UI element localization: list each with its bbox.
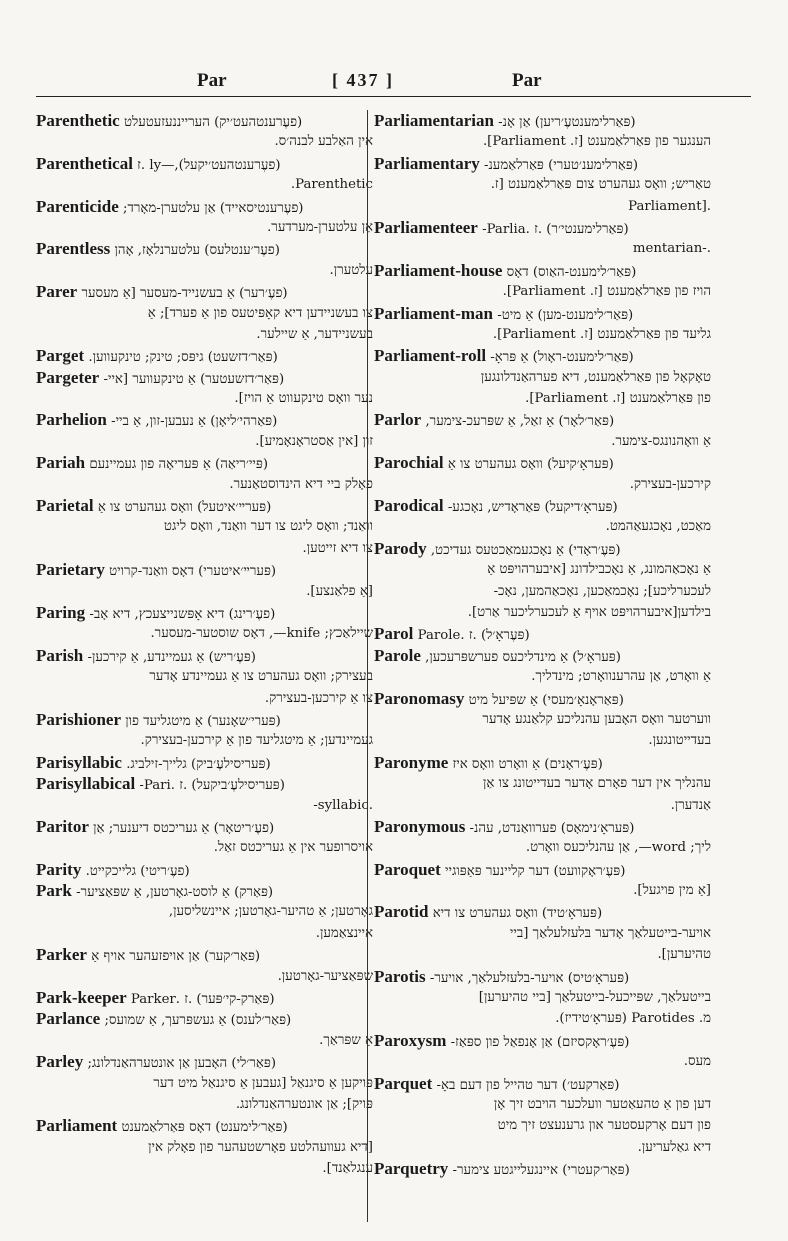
headword: Paroxysm — [374, 1030, 447, 1050]
entry-first-line — [374, 752, 711, 773]
definition-continuation — [36, 1030, 373, 1051]
definition-continuation — [374, 666, 711, 687]
continuation-text: שיילאַכץ; knife—, דאָס שוסטער-מעסער. — [150, 626, 373, 642]
headword: Parliamentarian — [374, 111, 494, 130]
continuation-text: בעדייטונגען. — [648, 733, 711, 749]
headword: Pargeter — [36, 367, 100, 387]
dictionary-entry — [36, 1115, 373, 1179]
definition-text: (פּאַרלימענטעֶ׳ריען) אַן אָנ- — [498, 115, 636, 130]
definition-continuation — [374, 837, 711, 858]
definition-continuation — [36, 388, 373, 409]
definition-text: (פּאַר׳קער) אַן אויפזעהער אויף אַ — [91, 949, 261, 965]
continuation-text: פון דעם אָרקעסטער און גרענעצט זיך מיט — [497, 1118, 711, 1134]
entry-first-line — [36, 153, 373, 174]
dictionary-entry — [36, 1051, 373, 1115]
headword: Parenthetical — [36, 153, 133, 173]
definition-continuation — [36, 324, 373, 345]
definition-text: (פעֶ׳ריטאָר) אַ געריכטס דיענער; אַן — [93, 820, 275, 836]
entry-first-line — [36, 1115, 373, 1136]
definition-continuation — [36, 923, 373, 944]
headword: Parget — [36, 346, 85, 366]
continuation-text: אַנדערן. — [670, 797, 711, 813]
definition-continuation — [36, 1073, 373, 1094]
headword: Parquetry — [374, 1159, 449, 1179]
definition-continuation — [36, 795, 373, 816]
headword: Parole — [374, 645, 421, 665]
definition-continuation — [374, 131, 711, 152]
page-number: [ 437 ] — [332, 70, 394, 90]
definition-continuation — [36, 260, 373, 281]
dictionary-entry — [374, 345, 711, 409]
definition-continuation — [36, 217, 373, 238]
dictionary-entry — [36, 409, 373, 452]
dictionary-entry — [374, 752, 711, 816]
continuation-text: [אַ פלאַנצע]. — [306, 583, 373, 599]
headword: Park — [36, 881, 72, 901]
definition-text: (פּעראָ׳טיד) וואָס געהערט צו דיא — [432, 906, 603, 922]
entry-first-line — [36, 773, 373, 794]
definition-continuation — [374, 174, 711, 195]
entry-first-line — [374, 303, 711, 324]
entry-first-line — [374, 409, 711, 430]
continuation-text: צו דיא זייטען. — [302, 540, 373, 556]
headword: Parliamentary — [374, 153, 480, 173]
definition-continuation — [374, 474, 711, 495]
definition-continuation — [374, 987, 711, 1008]
definition-continuation — [36, 837, 373, 858]
headword: Parliament-roll — [374, 346, 487, 366]
headword: Parish — [36, 645, 84, 665]
left-column — [36, 110, 373, 1225]
dictionary-entry — [374, 409, 711, 452]
headword: Parentless — [36, 239, 111, 259]
headword: Parer — [36, 282, 78, 302]
definition-continuation — [374, 602, 711, 623]
definition-continuation — [374, 944, 711, 965]
definition-text: (פּעֶ׳ראָנים) אַ וואָרט וואָס איז — [452, 756, 603, 772]
headword: Parenticide — [36, 196, 119, 216]
entry-first-line — [36, 645, 373, 666]
definition-continuation — [36, 1158, 373, 1179]
dictionary-entry — [36, 645, 373, 709]
headword: Paritor — [36, 816, 89, 836]
entry-first-line — [374, 1158, 711, 1179]
continuation-text: עלטערן. — [329, 262, 373, 278]
continuation-text: אַ וואָהנונגס-צימער. — [611, 433, 711, 449]
definition-text: (פּיי׳ריאַה) אַ פּעריאָה פון געמיינעם — [89, 457, 269, 473]
continuation-text: טאָקאָל פון פּאַרלאַמענט, דיא פערהאַנדלונגען — [480, 369, 711, 385]
definition-continuation — [374, 1008, 711, 1029]
right-guide-word: Par — [512, 70, 542, 91]
headword: Parol — [374, 624, 414, 644]
definition-text: (פּעראָ׳נימאָס) פערוואַנדט, עהנ- — [469, 820, 635, 836]
definition-continuation — [374, 196, 711, 217]
dictionary-entry — [36, 345, 373, 366]
dictionary-entry — [374, 645, 711, 688]
dictionary-entry — [36, 944, 373, 987]
definition-text: (פּאַרק-קי׳פּער) .ז .Parker — [130, 992, 275, 1008]
headword: Paring — [36, 602, 86, 622]
headword: Parhelion — [36, 410, 107, 430]
continuation-text: וואַנד; וואָס ליגט צו דער וואַנד, וואָס ליגט — [163, 519, 373, 535]
definition-continuation — [374, 1115, 711, 1136]
entry-first-line — [36, 559, 373, 580]
definition-continuation — [374, 709, 711, 730]
definition-continuation — [374, 730, 711, 751]
definition-continuation — [374, 238, 711, 259]
entry-first-line — [36, 452, 373, 473]
definition-text: (פּעֶ׳ראָקסיזם) אַן אָנפאַל פון ספּאַז- — [450, 1034, 630, 1050]
dictionary-entry — [374, 260, 711, 303]
definition-continuation — [374, 1137, 711, 1158]
entry-first-line — [374, 966, 711, 987]
dictionary-entry — [36, 859, 373, 880]
headword: Park-keeper — [36, 988, 127, 1008]
continuation-text: אַ נאָכאַהמונג, אַ נאָכבילדונג [איבערהויפּט אַ — [487, 562, 711, 578]
headword: Parietal — [36, 496, 94, 516]
definition-continuation — [374, 773, 711, 794]
dictionary-entry — [374, 110, 711, 153]
dictionary-entry — [374, 688, 711, 752]
definition-continuation — [36, 303, 373, 324]
continuation-text: בילדען[איבערהויפּט אויף אַ לעכערליכער אַרט]. — [467, 604, 711, 620]
headword: Parlance — [36, 1009, 101, 1029]
definition-text: (פּאַרקעט׳) דער טהייל פון דעם באָ- — [436, 1077, 620, 1093]
entry-first-line — [374, 260, 711, 281]
dictionary-entry — [36, 880, 373, 944]
definition-continuation — [36, 901, 373, 922]
dictionary-entry — [374, 1030, 711, 1073]
dictionary-entry — [374, 1073, 711, 1159]
dictionary-entry — [36, 238, 373, 281]
headword: Parenthetic — [36, 111, 120, 130]
headword: Paronyme — [374, 752, 449, 772]
entry-first-line — [374, 110, 711, 131]
dictionary-entry — [374, 217, 711, 260]
continuation-text: ליך; word—, אַן עהנליכעס וואָרט. — [525, 840, 711, 856]
entry-first-line — [374, 816, 711, 837]
definition-text: (פּעראָ׳ל) אַ מינדליכעס פערשפּרעכען, — [425, 649, 621, 665]
continuation-text: פּויק]; אַן אונטערהאַנדלונג. — [235, 1096, 373, 1112]
definition-continuation — [36, 516, 373, 537]
headword: Parliament — [36, 1116, 118, 1136]
continuation-text: אין האַלבע לבנה׳ס. — [274, 134, 373, 150]
entry-first-line — [36, 110, 373, 131]
entry-first-line — [36, 196, 373, 217]
definition-continuation — [36, 1137, 373, 1158]
headword: Parlor — [374, 410, 422, 430]
entry-first-line — [374, 688, 711, 709]
definition-continuation — [374, 581, 711, 602]
definition-text: (פּאַר׳לי) האָבען אַן אונטערהאַנדלונג; — [87, 1056, 277, 1072]
definition-text: (פּערײ׳איטעל) וואָס געהערט צו אַ — [97, 500, 272, 516]
continuation-text: הענגער פון פּאַרלאַמענט [ז. Parliament]. — [482, 134, 711, 150]
entry-first-line — [374, 495, 711, 516]
right-column — [374, 110, 711, 1225]
headword: Parity — [36, 859, 82, 879]
dictionary-entry — [36, 196, 373, 239]
definition-text: (פּעֶ׳ריש) אַ געמיינדע, אַ קירכען- — [87, 649, 256, 665]
dictionary-entry — [36, 709, 373, 752]
headword: Pariah — [36, 453, 86, 473]
continuation-text: נער וואָס טינקעווט אַ הויז]. — [234, 391, 373, 407]
definition-continuation — [36, 174, 373, 195]
definition-continuation — [374, 431, 711, 452]
entry-first-line — [374, 901, 711, 922]
dictionary-entry — [36, 367, 373, 410]
headword: Parody — [374, 538, 427, 558]
headword: Parodical — [374, 496, 444, 516]
definition-text: (פּערײ׳איטערי) דאָס וואַנד-קרויט — [109, 564, 277, 580]
continuation-text: קירכען-בעצירק. — [629, 476, 711, 492]
continuation-text: זון [אין אַסטראָנאָמיע]. — [255, 433, 373, 449]
definition-continuation — [36, 666, 373, 687]
definition-text: (פעֶרענטיסאייד) אַן עלטערן-מאָרד; — [123, 200, 304, 216]
headword: Parishioner — [36, 709, 121, 729]
entry-first-line — [374, 217, 711, 238]
definition-continuation — [374, 516, 711, 537]
entry-first-line — [374, 153, 711, 174]
dictionary-entry — [36, 110, 373, 153]
continuation-text: -syllabic. — [313, 797, 373, 813]
definition-text: (פּאַרלימענטי׳ר) .ז .Parlia- — [482, 221, 629, 237]
continuation-text: מאַכט, נאָכגעאַהמט. — [605, 519, 711, 535]
dictionary-entry — [36, 153, 373, 196]
continuation-text: אַ שפּראַך. — [319, 1032, 373, 1048]
left-guide-word: Par — [197, 70, 227, 91]
entry-first-line — [36, 987, 373, 1008]
definition-text: (פּאַראָנאָ׳מעסי) אַ שפּיעל מיט — [468, 692, 624, 708]
continuation-text: אויסרופער אין אַ געריכטס זאַל. — [213, 840, 373, 856]
continuation-text: בעצירק; וואָס געהערט צו אַ געמיינדע אָדער — [149, 669, 373, 685]
entry-first-line — [36, 816, 373, 837]
headword: Parisyllabical — [36, 774, 136, 794]
definition-continuation — [374, 795, 711, 816]
continuation-text: פון פּאַרלאַמענט [ז. Parliament]. — [525, 391, 711, 407]
entry-first-line — [36, 345, 373, 366]
entry-first-line — [374, 538, 711, 559]
dictionary-entry — [36, 987, 373, 1008]
definition-text: (פּאַר׳לימענט-האַוס) דאָס — [506, 264, 637, 280]
dictionary-entry — [374, 966, 711, 1030]
definition-continuation — [36, 538, 373, 559]
header-rule — [36, 96, 751, 97]
definition-text: (פעֶ׳ריטי) גלייכקייט. — [85, 863, 190, 879]
definition-text: (פּאַר׳לימענט) דאָס פּאַרלאַמענט — [121, 1120, 288, 1136]
definition-continuation — [374, 324, 711, 345]
continuation-text: דען פון אַ טהעאַטער וועלכער הויבט זיך אָן — [493, 1096, 711, 1112]
definition-continuation — [36, 688, 373, 709]
continuation-text: mentarian-. — [632, 241, 711, 257]
dictionary-entry — [36, 816, 373, 859]
definition-text: (פּעריסילעֶ׳ביק) גלייך-זילביג. — [126, 756, 271, 772]
definition-text: (פּעריסילעֶ׳ביקעל) .ז .Pari- — [139, 778, 285, 794]
dictionary-entry — [36, 602, 373, 645]
definition-text: (פעֶרענטהעט׳יקעל),—ly .ז — [137, 157, 281, 173]
continuation-text: שפּאַציער-גאָרטען. — [277, 968, 373, 984]
definition-text: (פעֶ׳רער) אַ בעשנייד-מעסער [אַ מעסער — [81, 286, 288, 302]
dictionary-entry — [36, 452, 373, 495]
dictionary-entry — [374, 859, 711, 902]
entry-first-line — [36, 495, 373, 516]
headword: Parker — [36, 945, 87, 965]
headword: Parotid — [374, 902, 429, 922]
entry-first-line — [36, 752, 373, 773]
definition-continuation — [36, 623, 373, 644]
definition-text: (פּאַרק) אַ לוסט-גאָרטען, אַ שפּאַציער- — [76, 885, 274, 901]
definition-continuation — [374, 388, 711, 409]
headword: Parisyllabic — [36, 752, 122, 772]
headword: Parochial — [374, 453, 444, 473]
definition-continuation — [36, 131, 373, 152]
definition-continuation — [36, 474, 373, 495]
dictionary-entry — [36, 773, 373, 816]
dictionary-entry — [374, 303, 711, 346]
definition-text: (פּאַר׳דזשעטער) אַ טינקעווער [איי- — [103, 371, 285, 387]
headword: Parliamenteer — [374, 217, 478, 237]
headword: Parliament-man — [374, 303, 493, 323]
dictionary-entry — [374, 495, 711, 538]
continuation-text: צו בעשניידען דיא קאָפּיטעס פון אַ פערד]; אַ — [147, 305, 373, 321]
dictionary-entry — [374, 1158, 711, 1179]
dictionary-entry — [374, 153, 711, 217]
definition-text: (פּעֶ׳ראָדי) אַ נאָכגעמאַכטעס געדיכט, — [430, 542, 621, 558]
headword: Parley — [36, 1052, 84, 1072]
definition-text: (פּעראָ׳דיקעל) פּאַראָדיש, נאָכגע- — [447, 500, 618, 516]
headword: Paroquet — [374, 859, 441, 879]
entry-first-line — [374, 345, 711, 366]
dictionary-entry — [374, 623, 711, 644]
headword: Parotis — [374, 966, 426, 986]
continuation-text: מ. Parotides (פּעראָ׳טידיז). — [555, 1011, 711, 1027]
entry-first-line — [36, 859, 373, 880]
continuation-text: ענגלאַנד]. — [322, 1161, 373, 1177]
dictionary-entry — [36, 559, 373, 602]
continuation-text: [אַ מין פויגעל]. — [633, 883, 711, 899]
definition-text: (פּעֶראָ׳ל) .ז .Parole — [417, 628, 530, 644]
entry-first-line — [36, 238, 373, 259]
continuation-text: עהנליך אין דער פאָרם אָדער בעדייטונג צו אַן — [482, 776, 711, 792]
definition-text: (פּעֶ׳ראָקוועט) דער קליינער פּאַפּוגיי — [444, 863, 626, 879]
definition-text: (פּאַר׳לימענט-ראָול) אַ פּראָ- — [490, 350, 634, 366]
entry-first-line — [36, 1051, 373, 1072]
dictionary-entry — [36, 1008, 373, 1051]
continuation-text: פאָלק ביי דיא הינדוסטאַנער. — [229, 476, 373, 492]
entry-first-line — [36, 1008, 373, 1029]
definition-continuation — [374, 923, 711, 944]
entry-first-line — [36, 880, 373, 901]
entry-first-line — [36, 367, 373, 388]
definition-text: (פּעראָ׳טיס) אויער-בלעזלעלאַך, אויער- — [429, 970, 630, 986]
definition-continuation — [374, 559, 711, 580]
dictionary-entry — [374, 452, 711, 495]
headword: Parquet — [374, 1073, 433, 1093]
entry-first-line — [374, 623, 711, 644]
definition-text: (פּאַר׳לענס) אַ געשפּרעך, אַ שמועס; — [104, 1013, 292, 1029]
continuation-text: Parliament]. — [628, 198, 711, 214]
definition-continuation — [374, 880, 711, 901]
definition-text: (פעֶרענטהעט׳יק) הערייננעזעטעלט — [123, 115, 303, 130]
continuation-text: צו אַ קירכען-בעצירק. — [264, 690, 373, 706]
continuation-text: ווערטער וואָס האָבען עהנליכע קלאַנגע אָדער — [482, 711, 711, 727]
continuation-text: אַן עלטערן-מערדער. — [267, 219, 373, 235]
continuation-text: געמיינדען; אַ מיטגליעד פון אַ קירכען-בעצירק. — [140, 733, 373, 749]
dictionary-entry — [374, 816, 711, 859]
continuation-text: בייטעלאַך, שפּייכעל-בייטעלאַך [ביי טהיערען] — [478, 990, 711, 1006]
definition-text: (פּערי׳שאָנער) אַ מיטגליעד פון — [125, 713, 281, 729]
definition-text: (פּאַרלימענ׳טערי) פּאַרלאַמענ- — [483, 157, 639, 173]
definition-text: (פעֶר׳ענטלעס) עלטערנלאָז, אָהן — [114, 243, 280, 259]
dictionary-entry — [36, 495, 373, 559]
entry-first-line — [36, 281, 373, 302]
definition-text: (פּאַרהי׳ליאָן) אַ נעבען-זון, אַ ביי- — [111, 414, 278, 430]
headword: Parietary — [36, 560, 105, 580]
entry-first-line — [374, 645, 711, 666]
definition-continuation — [36, 1094, 373, 1115]
definition-text: (פּעראָ׳קיעל) וואָס געהערט צו אַ — [447, 457, 614, 473]
headword: Parliament-house — [374, 260, 503, 280]
definition-continuation — [374, 1094, 711, 1115]
definition-continuation — [36, 730, 373, 751]
definition-continuation — [374, 281, 711, 302]
entry-first-line — [36, 944, 373, 965]
entry-first-line — [374, 1073, 711, 1094]
headword: Paronomasy — [374, 688, 465, 708]
entry-first-line — [36, 409, 373, 430]
entry-first-line — [36, 602, 373, 623]
dictionary-entry — [374, 901, 711, 965]
continuation-text: .Parenthetic — [290, 177, 373, 193]
continuation-text: מעס. — [683, 1054, 711, 1070]
continuation-text: בעשניידער, אַ שיילער. — [256, 326, 373, 342]
entry-first-line — [374, 1030, 711, 1051]
continuation-text: טהיערען]. — [657, 947, 711, 963]
continuation-text: גליעד פון פּאַרלאַמענט [ז. Parliament]. — [492, 326, 711, 342]
definition-continuation — [36, 431, 373, 452]
continuation-text: לעכערליכע]; נאָכמאַכען, נאָכאַהמען, נאָכ- — [493, 583, 711, 599]
continuation-text: הויז פון פּאַרלאַמענט [ז. Parliament]. — [502, 284, 711, 300]
definition-continuation — [374, 367, 711, 388]
dictionary-entry — [36, 281, 373, 345]
continuation-text: גאָרטען; אַ טהיער-גאָרטען; איינשליסען, — [168, 904, 373, 920]
headword: Paronymous — [374, 816, 466, 836]
definition-text: (פעֶ׳רינג) דיא אָפּשנייצעכץ, דיא אָב- — [89, 606, 276, 622]
definition-continuation — [374, 1051, 711, 1072]
continuation-text: אַ וואָרט, אַן עהרענוואָרט; מינדליך. — [531, 669, 711, 685]
definition-text: (פּאַר׳לימענט-מען) אַ מיט- — [497, 307, 634, 323]
continuation-text: אויער-בייטעלאַך אָדער בּלעזלעלאַך [ביי — [509, 925, 711, 941]
dictionary-entry — [374, 538, 711, 624]
entry-first-line — [36, 709, 373, 730]
definition-continuation — [36, 581, 373, 602]
definition-continuation — [36, 966, 373, 987]
continuation-text: טאַריש; וואָס געהערט צום פּאַרלאַמענט [ז. — [490, 177, 711, 193]
entry-first-line — [374, 452, 711, 473]
definition-text: (פּאַר׳קעטרי) איינגעלייגטע צימער- — [452, 1163, 630, 1179]
dictionary-entry — [36, 752, 373, 773]
continuation-text: דיא גאַלעריען. — [637, 1139, 711, 1155]
continuation-text: פּויקען אַ סיגנאַל [געבען אַ סיגנאַל מיט דער — [153, 1075, 373, 1091]
entry-first-line — [374, 859, 711, 880]
definition-text: (פּאַר׳לאָר) אַ זאַל, אַ שפּרעכ-צימער, — [425, 414, 615, 430]
column-divider — [367, 110, 368, 1222]
definition-text: (פּאַר׳דזשעט) גיפּס; טינק; טינקעווען. — [88, 350, 278, 366]
continuation-text: [דיא געוועהלטע פאָרשטעהער פון פאָלק אין — [148, 1139, 373, 1155]
continuation-text: איינצאַמען. — [315, 925, 373, 941]
